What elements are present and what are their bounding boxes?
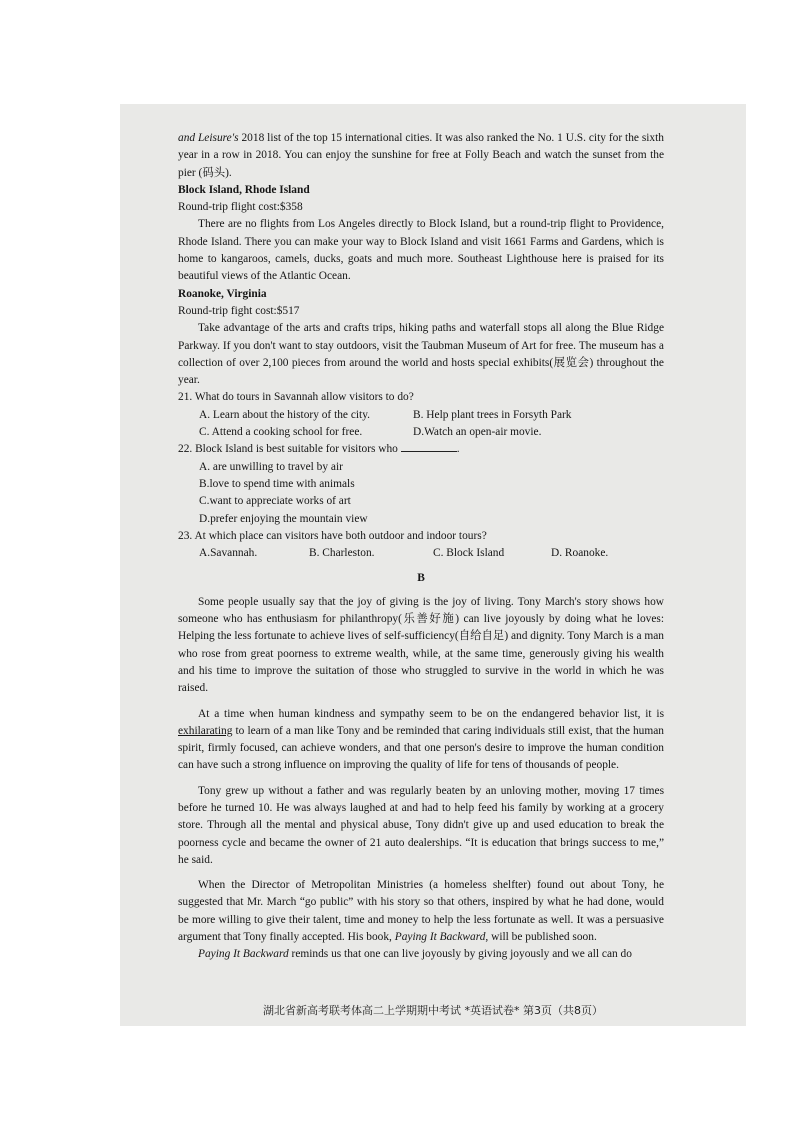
p2-rest: to learn of a man like Tony and be reminded that caring individuals still exist, that the human spirit, firmly focused, can achieve wonders, and that one person's desire to improve the human condition can have such a strong influence on improving the quality of life for tens of thousands of people. <box>178 724 664 772</box>
question-23-option-b: B. Charleston. <box>309 547 375 560</box>
intro-paragraph <box>178 130 664 182</box>
question-22-option-a: A. are unwilling to travel by air <box>199 460 343 473</box>
question-22-stem-text: 22. Block Island is best suitable for visitors who <box>178 443 398 456</box>
question-23-options <box>178 545 664 562</box>
section-b-paragraph-3: Tony grew up without a father and was regularly beaten by an unloving mother, moving 17 times before he turned 10. He was always laughed at and had to help feed his family by working at a grocery store. Through all the mental and physical abuse, Tony didn't give up and used education to break the poorness cycle and became the owner of 21 auto dealerships. “It is education that brings success to me,” he said. <box>178 784 664 866</box>
section-b-paragraph-5 <box>178 946 664 963</box>
book-title: Paying It Backward <box>394 931 486 944</box>
underlined-word: exhilarating <box>178 724 233 737</box>
section-b-paragraph-1: Some people usually say that the joy of giving is the joy of living. Tony March's story shows how someone who has enthusiasm for philanthropy(乐善好施) can live joyously by doing what he loves: Helping the less fortunate to achieve lives of self-sufficiency(自给自足) and dignity. Tony March is a man who rose from great poorness to extreme wealth, while, at the same time, generously giving his wealth and his time to improve the suitation of those who struggled to survive in the world in which he was raised. <box>178 595 664 695</box>
question-21-option-b: B. Help plant trees in Forsyth Park <box>413 408 572 421</box>
question-23-option-a: A.Savannah. <box>199 547 258 560</box>
page-text <box>178 130 664 964</box>
question-23-option-c: C. Block Island <box>433 547 505 560</box>
roanoke-heading: Roanoke, Virginia <box>178 287 267 300</box>
block-island-heading: Block Island, Rhode Island <box>178 183 310 196</box>
answer-blank <box>401 441 457 452</box>
question-21-row-1 <box>178 407 664 424</box>
question-22-stem-end: . <box>456 443 460 456</box>
section-b-paragraph-4 <box>178 877 664 946</box>
question-21-option-d: D.Watch an open-air movie. <box>413 426 542 439</box>
p2-start: At a time when human kindness and sympathy seem to be on the endangered behavior list, it is <box>198 707 664 720</box>
question-22-option-d: D.prefer enjoying the mountain view <box>199 512 368 525</box>
question-23-option-d: D. Roanoke. <box>551 547 609 560</box>
p4-start: When the Director of Metropolitan Ministries (a homeless shelfter) found out about Tony, he suggested that Mr. March “go public” with his story so that others, inspired by what he had done, would be more willing to give their talent, time and money to help the less fortunate as well. It was a persuasive argument that Tony finally accepted. His book, <box>178 879 664 944</box>
roanoke-cost: Round-trip fight cost:$517 <box>178 304 300 317</box>
roanoke-body: Take advantage of the arts and crafts trips, hiking paths and waterfall stops all along the Blue Ridge Parkway. If you don't want to stay outdoors, visit the Taubman Museum of Art for free. The museum has a collection of over 2,100 pieces from around the world and hosts special exhibits(展览会) throughout the year. <box>178 322 664 387</box>
section-b-paragraph-2 <box>178 706 664 775</box>
intro-text: 2018 list of the top 15 international cities. It was also ranked the No. 1 U.S. city for the sixth year in a row in 2018. You can enjoy the sunshine for free at Folly Beach and watch the sunset from the pier (码头). <box>178 132 664 179</box>
block-island-body: There are no flights from Los Angeles directly to Block Island, but a round-trip flight to Providence, Rhode Island. There you can make your way to Block Island and visit 1661 Farms and Gardens, which is home to kangaroos, camels, ducks, goats and much more. Southeast Lighthouse here is praised for its beautiful views of the Atlantic Ocean. <box>178 218 664 283</box>
question-21-stem: 21. What do tours in Savannah allow visitors to do? <box>178 391 414 404</box>
book-title-2: Paying It Backward <box>198 948 289 961</box>
question-22-stem <box>178 441 664 458</box>
question-22-option-c: C.want to appreciate works of art <box>199 495 351 508</box>
p4-end: , will be published soon. <box>485 931 597 944</box>
question-22-option-b: B.love to spend time with animals <box>199 477 355 490</box>
p5-rest: reminds us that one can live joyously by giving joyously and we all can do <box>288 948 632 961</box>
section-b-label: B <box>417 572 425 585</box>
question-21-row-2 <box>178 424 664 441</box>
block-island-cost: Round-trip flight cost:$358 <box>178 201 303 214</box>
scanned-page <box>120 104 746 1026</box>
question-23-stem: 23. At which place can visitors have both outdoor and indoor tours? <box>178 529 487 542</box>
page-footer: 湖北省新高考联考体高二上学期期中考试 *英语试卷* 第3页（共8页） <box>263 1004 603 1017</box>
intro-italic: and Leisure's <box>178 132 239 144</box>
question-21-option-a: A. Learn about the history of the city. <box>199 408 371 421</box>
question-21-option-c: C. Attend a cooking school for free. <box>199 426 363 439</box>
